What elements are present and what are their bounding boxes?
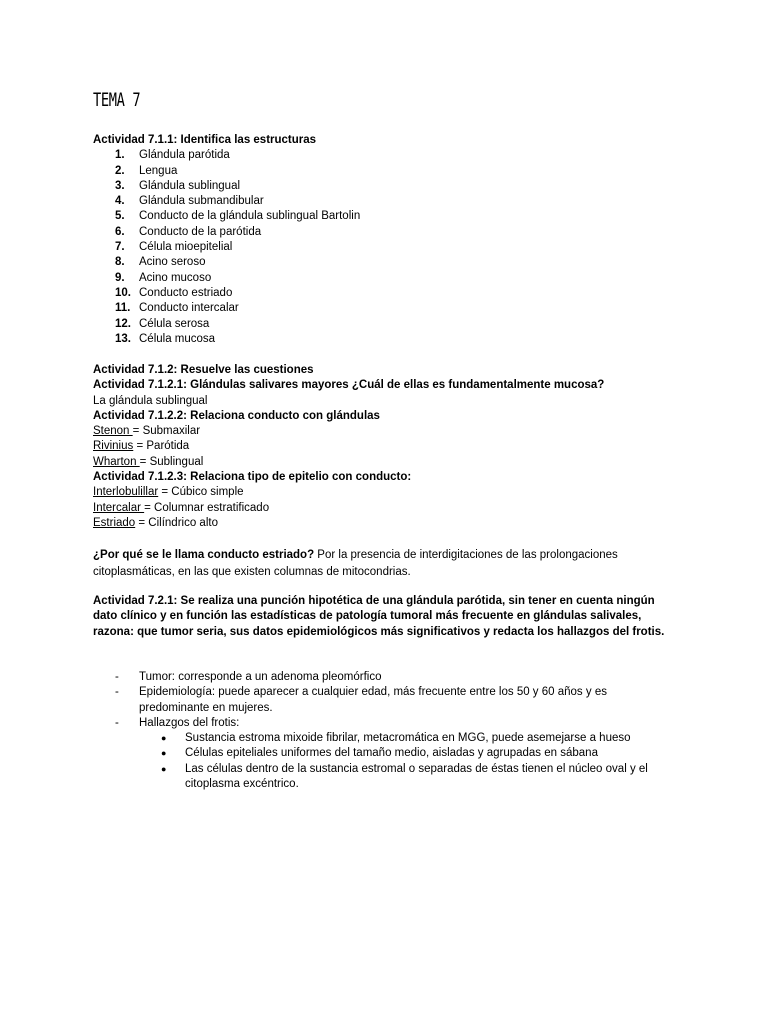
item-text: Acino seroso [139, 256, 206, 269]
pair-value: = Submaxilar [132, 425, 201, 438]
structure-item [93, 240, 673, 255]
structure-item [93, 194, 673, 209]
item-text: Lengua [139, 164, 178, 177]
structure-item [93, 255, 673, 270]
item-number: 11. [115, 302, 131, 315]
item-number: 10. [115, 286, 131, 299]
duct-pair [93, 439, 673, 454]
page-title: TEMA 7 [93, 89, 141, 111]
dash-marker: - [115, 686, 119, 699]
dash-item [93, 685, 673, 716]
pair-value: = Cilíndrico alto [135, 516, 218, 529]
item-text: Glándula parótida [139, 149, 230, 162]
structure-item [93, 225, 673, 240]
item-text: Glándula sublingual [139, 179, 241, 192]
structure-item [93, 301, 673, 316]
item-text: Conducto de la glándula sublingual Bartolin [139, 210, 361, 223]
question-7-1-2-1: Actividad 7.1.2.1: Glándulas salivares mayores ¿Cuál de ellas es fundamentalmente mucosa? [93, 379, 605, 392]
item-number: 4. [115, 195, 125, 208]
question-7-1-2-3: Actividad 7.1.2.3: Relaciona tipo de epitelio con conducto: [93, 471, 412, 484]
structure-item [93, 271, 673, 286]
smear-findings-list [93, 731, 673, 792]
why-answer: Por la presencia de interdigitaciones de las prolongaciones citoplasmáticas, en las que existen columnas de mitocondrias. [93, 549, 618, 578]
item-number: 8. [115, 256, 125, 269]
item-number: 13. [115, 332, 131, 345]
dash-list [93, 670, 673, 731]
item-number: 9. [115, 271, 125, 284]
pair-key: Wharton [93, 455, 140, 468]
item-text: Célula mioepitelial [139, 241, 233, 254]
dash-item [93, 716, 673, 731]
structure-item [93, 209, 673, 224]
dash-marker: - [115, 671, 119, 683]
item-number: 2. [115, 164, 125, 177]
item-text: Conducto de la parótida [139, 225, 262, 238]
duct-pair [93, 455, 673, 470]
section-7-2-1 [93, 594, 673, 640]
item-number: 6. [115, 225, 125, 238]
structures-list [93, 148, 673, 347]
duct-pair [93, 424, 673, 439]
pair-key: Interlobulillar [93, 486, 159, 499]
item-number: 7. [115, 241, 125, 254]
item-number: 12. [115, 317, 131, 330]
bullet-marker: ● [161, 763, 167, 774]
bullet-item [93, 746, 673, 761]
dash-item [93, 670, 673, 685]
bullet-marker: ● [161, 733, 167, 744]
structure-item [93, 317, 673, 332]
item-text: Conducto estriado [139, 286, 233, 299]
structure-item [93, 179, 673, 194]
section-7-1-1 [93, 133, 673, 347]
why-question: ¿Por qué se le llama conducto estriado? [93, 549, 315, 561]
pair-value: = Columnar estratificado [144, 501, 270, 514]
pair-key: Intercalar [93, 501, 145, 514]
bullet-item [93, 731, 673, 746]
pair-key: Stenon [93, 425, 133, 438]
pair-key: Estriado [93, 516, 136, 529]
answers-7-2-1 [93, 670, 673, 792]
structure-item [93, 332, 673, 347]
structure-item [93, 148, 673, 163]
dash-text: Epidemiología: puede aparecer a cualquier edad, más frecuente entre los 50 y 60 años y es predominante en mujeres. [139, 686, 607, 714]
dash-text: Hallazgos del frotis: [139, 716, 240, 729]
duct-gland-pairs [93, 424, 673, 470]
bullet-text: Sustancia estroma mixoide fibrilar, metacromática en MGG, puede asemejarse a hueso [185, 732, 631, 745]
section-7-1-2 [93, 363, 673, 531]
structure-item [93, 286, 673, 301]
dash-text: Tumor: corresponde a un adenoma pleomórfico [139, 671, 382, 683]
bullet-text: Las células dentro de la sustancia estromal o separadas de éstas tienen el núcleo oval y el citoplasma excéntrico. [185, 762, 648, 791]
item-number: 1. [115, 149, 125, 162]
bullet-text: Células epiteliales uniformes del tamaño medio, aisladas y agrupadas en sábana [185, 747, 598, 760]
heading-7-1-1: Actividad 7.1.1: Identifica las estructuras [93, 134, 317, 146]
bullet-marker: ● [161, 748, 167, 759]
question-7-1-2-2: Actividad 7.1.2.2: Relaciona conducto con glándulas [93, 409, 380, 422]
pair-value: = Sublingual [139, 455, 204, 468]
epithelium-pair [93, 485, 673, 500]
epithelium-pair [93, 516, 673, 531]
item-text: Acino mucoso [139, 271, 212, 284]
pair-value: = Parótida [133, 440, 190, 453]
epithelium-pair [93, 501, 673, 516]
why-striated-paragraph [93, 547, 673, 580]
bullet-item [93, 762, 673, 793]
item-text: Célula mucosa [139, 332, 216, 345]
answer-7-1-2-1: La glándula sublingual [93, 394, 208, 407]
heading-7-1-2: Actividad 7.1.2: Resuelve las cuestiones [93, 364, 314, 376]
item-number: 3. [115, 179, 125, 192]
item-text: Célula serosa [139, 317, 210, 330]
pair-value: = Cúbico simple [158, 486, 244, 499]
heading-7-2-1: Actividad 7.2.1: Se realiza una punción hipotética de una glándula parótida, sin tener en cuenta ningún dato clínico y en función las estadísticas de patología tumoral más frecuente en glándulas salivales, razona: que tumor seria, sus datos epidemiológicos más significativos y redacta los hallazgos del frotis. [93, 595, 665, 638]
item-text: Conducto intercalar [139, 302, 239, 315]
item-text: Glándula submandibular [139, 195, 264, 208]
structure-item [93, 164, 673, 179]
pair-key: Rivinius [93, 440, 134, 453]
item-number: 5. [115, 210, 125, 223]
epithelium-duct-pairs [93, 485, 673, 531]
dash-marker: - [115, 716, 119, 729]
